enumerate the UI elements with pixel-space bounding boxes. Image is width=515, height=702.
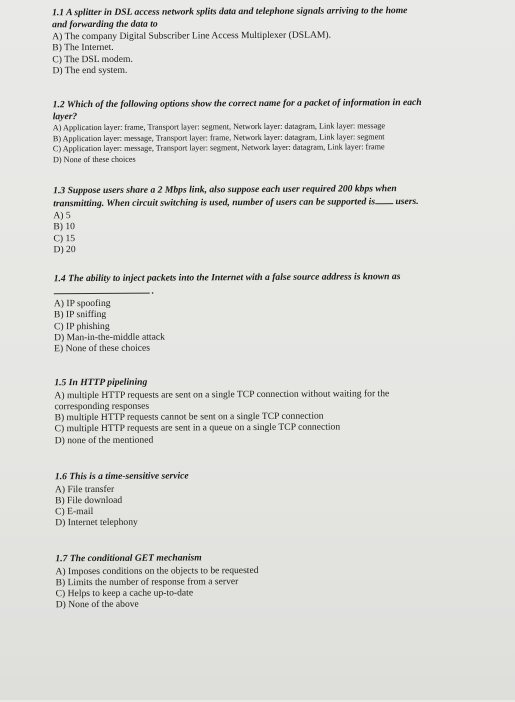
option-a: A) Imposes conditions on the objects to be requested <box>55 564 259 577</box>
question-stem: 1.6 This is a time-sensitive service <box>54 470 189 483</box>
question-1-4 <box>54 271 482 355</box>
question-1-6 <box>55 469 483 529</box>
answer-blank <box>54 284 150 294</box>
option-c: C) multiple HTTP requests are sent in a queue on a single TCP connection <box>54 421 341 435</box>
question-stem: 1.7 The conditional GET mechanism <box>55 552 202 565</box>
option-a-continued: corresponding responses <box>54 400 150 413</box>
option-e: E) None of these choices <box>54 342 151 355</box>
option-a: A) 5 <box>53 210 71 222</box>
question-1-3 <box>53 183 481 256</box>
option-c: C) E-mail <box>55 506 94 518</box>
question-stem: 1.1 A splitter in DSL access network splits data and telephone signals arriving to the home and forwarding the data to <box>52 5 408 30</box>
option-d: D) The end system. <box>52 64 128 77</box>
answer-blank <box>375 195 393 204</box>
option-c: C) Helps to keep a cache up-to-date <box>55 587 194 600</box>
question-1-5 <box>54 375 482 447</box>
question-stem: 1.2 Which of the following options show the correct name for a packet of information in each layer? <box>52 96 422 122</box>
question-stem: 1.4 The ability to inject packets into the Internet with a false source address is known as . <box>53 271 401 297</box>
question-1-1 <box>52 5 480 77</box>
option-c: C) 15 <box>53 232 76 244</box>
option-b: B) The Internet. <box>52 42 114 54</box>
option-a: A) File transfer <box>54 483 115 495</box>
option-a: A) The company Digital Subscriber Line Access Multiplexer (DSLAM). <box>52 29 332 43</box>
option-a: A) multiple HTTP requests are sent on a single TCP connection without waiting for the <box>54 387 390 401</box>
option-d: D) None of the above <box>55 599 139 611</box>
option-b: B) Application layer: message, Transport layer: frame, Network layer: datagram, Link layer: segment <box>52 131 385 143</box>
option-c: C) IP phishing <box>53 320 110 332</box>
question-1-2 <box>53 97 481 166</box>
question-1-7 <box>55 551 483 611</box>
option-d: D) Internet telephony <box>55 517 138 529</box>
option-b: B) Limits the number of response from a server <box>55 575 239 589</box>
option-d: D) Man-in-the-middle attack <box>54 331 165 344</box>
option-d: D) 20 <box>53 244 76 256</box>
option-c: C) Application layer: message, Transport layer: segment, Network layer: datagram, Link layer: frame <box>52 142 385 154</box>
option-b: B) multiple HTTP requests cannot be sent on a single TCP connection <box>54 410 324 424</box>
question-stem: 1.3 Suppose users share a 2 Mbps link, also suppose each user required 200 kbps when transmitting. When circuit switching is used, number of users can be supported is users. <box>53 183 419 209</box>
question-stem: 1.5 In HTTP pipelining <box>54 376 148 389</box>
option-b: B) File download <box>55 494 123 507</box>
option-a: A) Application layer: frame, Transport layer: segment, Network layer: datagram, Link layer: message <box>52 121 385 133</box>
option-a: A) IP spoofing <box>53 297 111 310</box>
option-d: D) none of the mentioned <box>54 434 154 446</box>
option-c: C) The DSL modem. <box>52 53 133 65</box>
option-d: D) None of these choices <box>52 154 136 165</box>
option-b: B) IP sniffing <box>53 309 107 321</box>
option-b: B) 10 <box>53 221 76 233</box>
